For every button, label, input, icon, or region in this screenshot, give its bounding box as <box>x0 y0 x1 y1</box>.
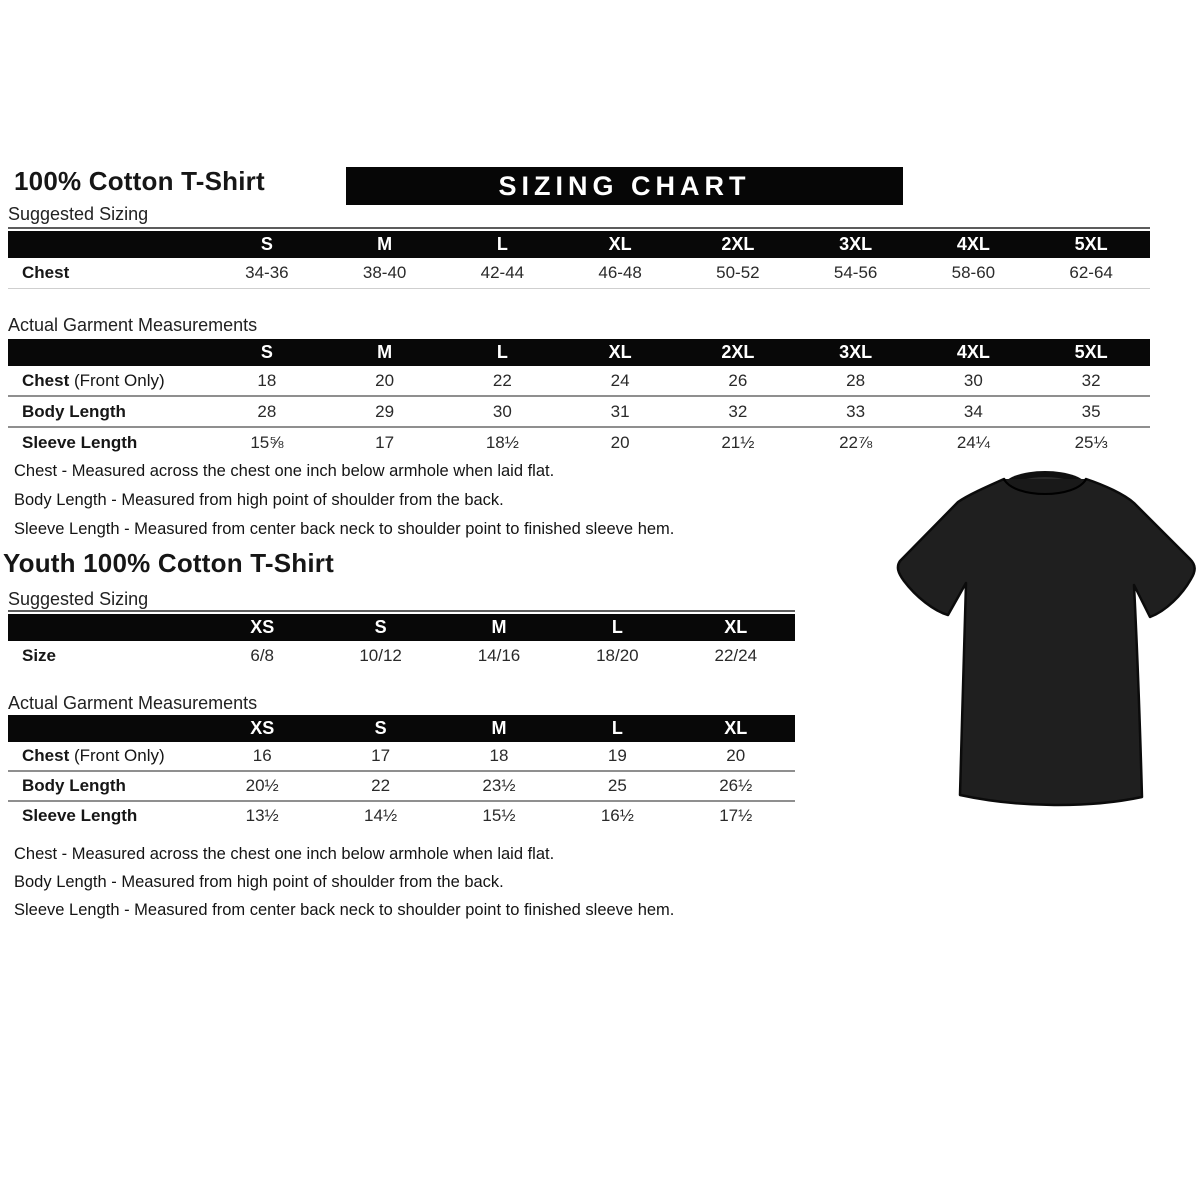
note-chest: Chest - Measured across the chest one inch below armhole when laid flat. <box>14 845 555 863</box>
adult-actual-table-header <box>8 339 1150 366</box>
youth-actual-table-body <box>8 742 795 830</box>
cell: 17½ <box>719 806 753 825</box>
size-header-3xl: 3XL <box>839 234 873 254</box>
cell: 26 <box>728 370 748 390</box>
youth-suggested-table-header <box>8 614 795 641</box>
cell: 17 <box>375 432 395 452</box>
note-body-length: Body Length - Measured from high point of shoulder from the back. <box>14 873 504 891</box>
sizing-chart-banner <box>346 167 903 205</box>
cell: 28 <box>846 370 866 390</box>
size-header-m: M <box>377 342 393 362</box>
cell: 29 <box>375 401 395 421</box>
cell: 20 <box>726 746 746 765</box>
adult-suggested-sizing-label: Suggested Sizing <box>8 204 149 224</box>
size-header-s: S <box>260 234 273 254</box>
cell: 18 <box>489 746 509 765</box>
note-body-length: Body Length - Measured from high point of shoulder from the back. <box>14 491 504 509</box>
cell: 25 <box>607 776 627 795</box>
cell: 20 <box>610 432 630 452</box>
size-header-m: M <box>377 234 393 254</box>
youth-actual-measurements-label: Actual Garment Measurements <box>8 693 258 713</box>
cell: 24 <box>610 370 630 390</box>
size-header-xl: XL <box>608 234 632 254</box>
row-label: Size <box>22 645 57 665</box>
note-sleeve-length: Sleeve Length - Measured from center back neck to shoulder point to finished sleeve hem. <box>14 520 675 538</box>
youth-actual-table-header <box>8 715 795 742</box>
size-header-4xl: 4XL <box>956 342 990 362</box>
adult-actual-measurements-label: Actual Garment Measurements <box>8 315 258 335</box>
cell: 32 <box>1081 370 1101 390</box>
table-row-sleeve-length <box>8 428 1150 457</box>
page-title: 100% Cotton T-Shirt <box>14 166 265 196</box>
cell: 22 <box>492 370 512 390</box>
row-label: Sleeve Length <box>22 806 138 825</box>
table-row-body-length <box>8 772 795 802</box>
cell: 54-56 <box>833 263 878 282</box>
size-header-s: S <box>374 718 387 738</box>
sizing-chart-banner-text: SIZING CHART <box>498 170 751 201</box>
row-label: Chest (Front Only) <box>22 746 165 765</box>
size-header-xl: XL <box>724 718 748 738</box>
cell: 31 <box>610 401 630 421</box>
tshirt-graphic <box>890 464 1200 816</box>
row-label: Chest (Front Only) <box>22 370 165 390</box>
cell: 23½ <box>482 776 516 795</box>
size-header-xl: XL <box>608 342 632 362</box>
cell: 26½ <box>719 776 753 795</box>
row-label: Body Length <box>22 776 126 795</box>
cell: 21½ <box>721 432 755 452</box>
cell: 50-52 <box>716 263 760 282</box>
cell: 19 <box>607 746 627 765</box>
divider-line <box>8 610 795 612</box>
cell: 18 <box>257 370 277 390</box>
size-header-xl: XL <box>724 617 748 637</box>
table-row-youth-size <box>8 641 795 670</box>
cell: 62-64 <box>1069 263 1113 282</box>
youth-measurement-notes <box>14 840 674 924</box>
black-tshirt-image <box>890 464 1200 816</box>
cell: 15⅝ <box>250 432 284 452</box>
size-header-2xl: 2XL <box>721 234 755 254</box>
row-label: Body Length <box>22 401 126 421</box>
cell: 35 <box>1081 401 1101 421</box>
cell: 18½ <box>485 432 519 452</box>
note-chest: Chest - Measured across the chest one inch below armhole when laid flat. <box>14 462 555 480</box>
table-row-sleeve-length <box>8 802 795 830</box>
note-sleeve-length: Sleeve Length - Measured from center back neck to shoulder point to finished sleeve hem. <box>14 901 675 919</box>
youth-suggested-sizing-label: Suggested Sizing <box>8 589 149 609</box>
cell: 22 <box>371 776 391 795</box>
table-row-chest-front-only <box>8 742 795 772</box>
cell: 30 <box>963 370 983 390</box>
size-header-m: M <box>491 617 507 637</box>
cell: 14/16 <box>477 645 521 665</box>
youth-title: Youth 100% Cotton T-Shirt <box>3 548 334 578</box>
size-header-xs: XS <box>250 617 275 637</box>
size-header-3xl: 3XL <box>839 342 873 362</box>
cell: 32 <box>728 401 748 421</box>
size-header-m: M <box>491 718 507 738</box>
cell: 17 <box>371 746 391 765</box>
size-header-5xl: 5XL <box>1074 342 1108 362</box>
size-header-l: L <box>496 342 508 362</box>
size-header-s: S <box>260 342 273 362</box>
cell: 58-60 <box>951 263 996 282</box>
table-row-chest-front-only <box>8 366 1150 397</box>
cell: 38-40 <box>362 263 407 282</box>
adult-actual-table-body <box>8 366 1150 457</box>
cell: 22/24 <box>714 645 758 665</box>
table-row-chest-suggested <box>8 258 1150 289</box>
cell: 14½ <box>364 806 398 825</box>
cell: 34-36 <box>245 263 289 282</box>
size-header-5xl: 5XL <box>1074 234 1108 254</box>
size-header-xs: XS <box>250 718 275 738</box>
cell: 16 <box>252 746 272 765</box>
size-header-l: L <box>611 617 623 637</box>
divider-line <box>8 227 1150 229</box>
cell: 20 <box>375 370 395 390</box>
cell: 34 <box>963 401 983 421</box>
size-header-4xl: 4XL <box>956 234 990 254</box>
cell: 28 <box>257 401 277 421</box>
row-label: Sleeve Length <box>22 432 138 452</box>
adult-suggested-table-header <box>8 231 1150 258</box>
adult-measurement-notes <box>14 457 674 544</box>
cell: 20½ <box>245 776 279 795</box>
size-header-l: L <box>611 718 623 738</box>
size-header-s: S <box>374 617 387 637</box>
cell: 33 <box>846 401 866 421</box>
cell: 16½ <box>600 806 634 825</box>
table-row-body-length <box>8 397 1150 428</box>
cell: 42-44 <box>480 263 525 282</box>
size-header-2xl: 2XL <box>721 342 755 362</box>
cell: 15½ <box>482 806 516 825</box>
tshirt-body <box>898 479 1195 805</box>
cell: 10/12 <box>359 645 402 665</box>
cell: 46-48 <box>598 263 642 282</box>
size-header-l: L <box>496 234 508 254</box>
cell: 24¼ <box>956 432 990 452</box>
cell: 6/8 <box>250 645 275 665</box>
cell: 18/20 <box>596 645 639 665</box>
cell: 22⅞ <box>839 432 873 452</box>
cell: 30 <box>492 401 512 421</box>
row-label: Chest <box>22 263 70 282</box>
cell: 13½ <box>245 806 279 825</box>
cell: 25⅓ <box>1074 432 1108 452</box>
